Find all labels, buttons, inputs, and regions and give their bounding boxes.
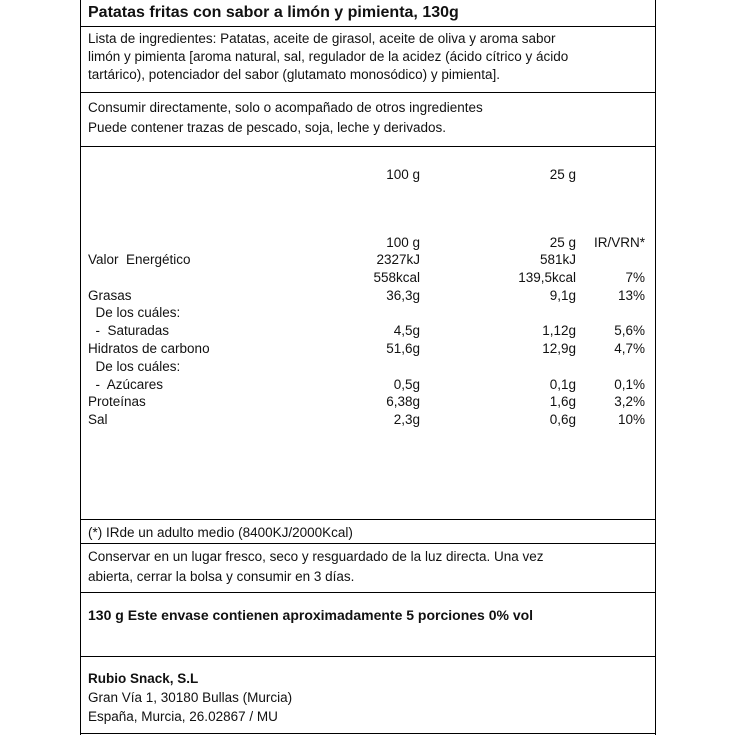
divider	[80, 519, 656, 520]
ingredients-line: Lista de ingredientes: Patatas, aceite de girasol, aceite de oliva y aroma sabor	[88, 31, 556, 46]
value-ir: 5,6%	[614, 323, 645, 339]
value-25g: 0,6g	[549, 412, 576, 428]
nutrient-label: De los cuáles:	[88, 358, 181, 374]
table-header-ir: IR/VRN*	[593, 235, 645, 250]
footnote: (*) IRde un adulto medio (8400KJ/2000Kcal)	[88, 525, 353, 540]
value-ir: 7%	[625, 269, 645, 285]
company-address: Gran Vía 1, 30180 Bullas (Murcia)	[88, 690, 293, 705]
storage-line: abierta, cerrar la bolsa y consumir en 3 días.	[88, 569, 355, 584]
divider	[80, 146, 656, 147]
value-ir: 13%	[617, 287, 645, 303]
nutrient-label: Valor Energético	[88, 252, 191, 267]
table-header-25g: 25 g	[549, 235, 576, 250]
value-100g: 6,38g	[386, 394, 420, 410]
value-100g: 4,5g	[393, 323, 420, 339]
value-ir: 0,1%	[614, 376, 645, 392]
value-100g: 51,6g	[386, 341, 420, 356]
value-100g: 0,5g	[393, 376, 420, 392]
divider	[80, 92, 656, 93]
value-100g: 36,3g	[386, 287, 420, 303]
divider	[80, 26, 656, 27]
value-100g: 558kcal	[373, 269, 420, 285]
divider	[80, 543, 656, 544]
value-25g: 9,1g	[549, 287, 576, 303]
ingredients-line: tartárico), potenciador del sabor (glutamato monosódico) y pimienta].	[88, 67, 500, 82]
value-25g: 1,6g	[549, 394, 576, 410]
value-25g: 12,9g	[542, 341, 576, 356]
company-name: Rubio Snack, S.L	[88, 671, 199, 686]
value-ir: 10%	[617, 412, 645, 428]
divider	[80, 656, 656, 657]
nutrient-label: Sal	[88, 412, 108, 428]
value-25g: 139,5kcal	[518, 269, 576, 285]
ingredients-line: limón y pimienta [aroma natural, sal, regulador de la acidez (ácido cítrico y ácido	[88, 49, 569, 64]
nutrient-label: - Azúcares	[88, 376, 164, 392]
value-25g: 0,1g	[549, 376, 576, 392]
nutrient-label: Proteínas	[88, 394, 146, 410]
header-25g: 25 g	[549, 167, 576, 182]
value-25g: 1,12g	[542, 323, 576, 339]
divider	[80, 592, 656, 593]
nutrient-label: - Saturadas	[88, 323, 170, 339]
value-ir: 3,2%	[614, 394, 645, 410]
header-100g: 100 g	[386, 167, 420, 182]
portions-statement: 130 g Este envase contienen aproximadamente 5 porciones 0% vol	[88, 607, 534, 623]
value-100g: 2327kJ	[376, 252, 420, 267]
value-ir: 4,7%	[614, 341, 645, 356]
product-title: Patatas fritas con sabor a limón y pimienta, 130g	[88, 4, 459, 21]
divider	[80, 733, 656, 734]
table-header-100g: 100 g	[386, 235, 420, 250]
nutrient-label: Grasas	[88, 287, 132, 303]
allergen-line: Puede contener trazas de pescado, soja, leche y derivados.	[88, 120, 446, 135]
storage-line: Conservar en un lugar fresco, seco y resguardado de la luz directa. Una vez	[88, 549, 544, 564]
nutrient-label: Hidratos de carbono	[88, 341, 210, 356]
value-100g: 2,3g	[393, 412, 420, 428]
value-25g: 581kJ	[539, 252, 576, 267]
usage-line: Consumir directamente, solo o acompañado de otros ingredientes	[88, 100, 483, 115]
nutrient-label: De los cuáles:	[88, 305, 181, 321]
company-location: España, Murcia, 26.02867 / MU	[88, 709, 278, 724]
